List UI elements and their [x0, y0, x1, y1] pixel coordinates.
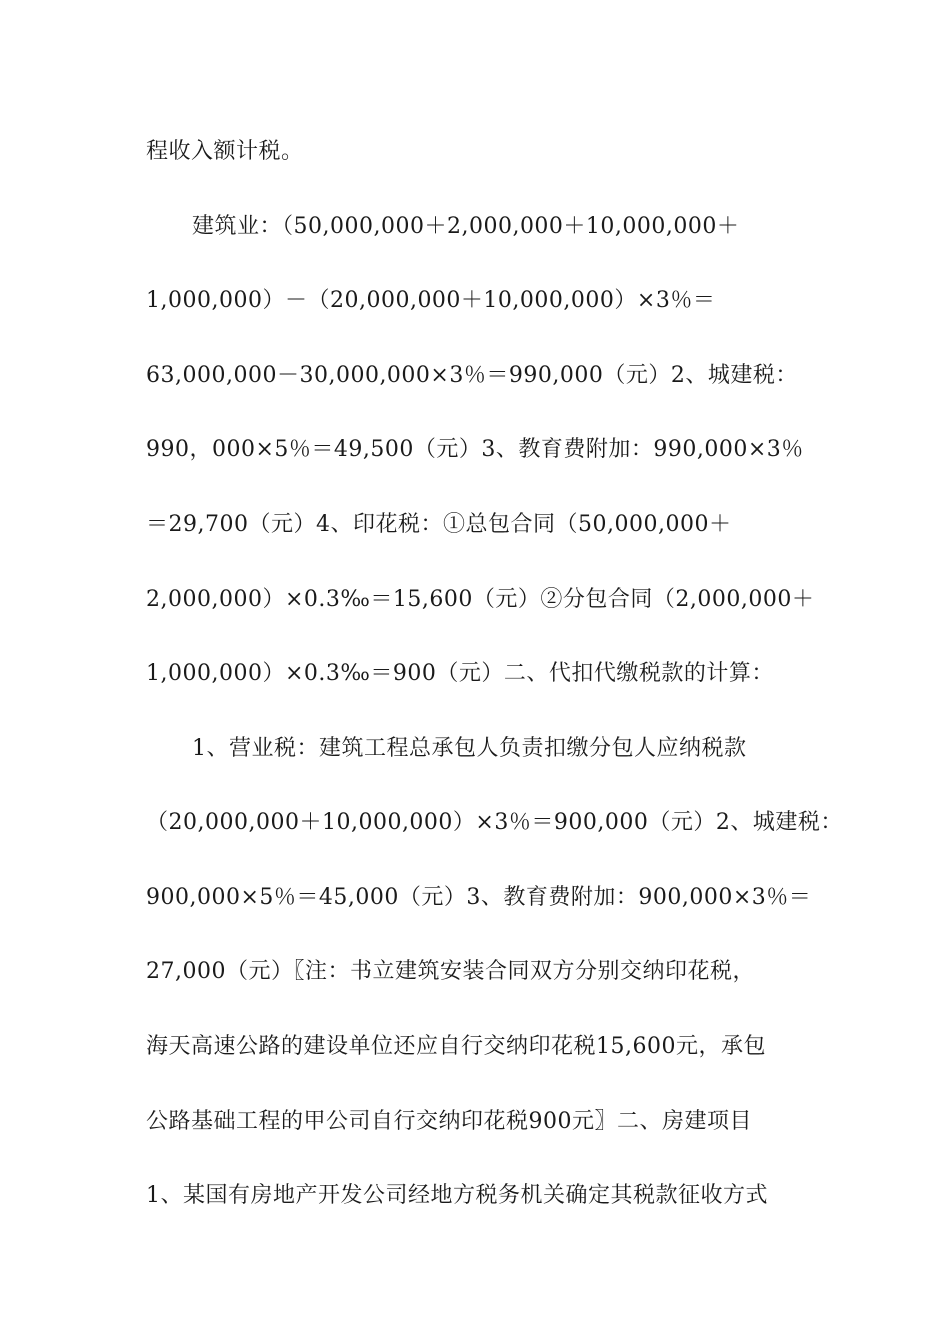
text-line: 1,000,000）－（20,000,000＋10,000,000）×3％＝	[146, 288, 716, 313]
text-line: 1、某国有房地产开发公司经地方税务机关确定其税款征收方式	[146, 1183, 768, 1208]
text-line: 63,000,000－30,000,000×3％＝990,000（元）2、城建税：	[146, 363, 798, 388]
text-line: ＝29,700（元）4、印花税：①总包合同（50,000,000＋	[146, 512, 732, 537]
text-line: 990，000×5％＝49,500（元）3、教育费附加：990,000×3％	[146, 437, 804, 462]
text-line: 建筑业：（50,000,000＋2,000,000＋10,000,000＋	[192, 214, 740, 239]
text-line: （20,000,000＋10,000,000）×3％＝900,000（元）2、城建税：	[146, 810, 843, 835]
text-line: 900,000×5％＝45,000（元）3、教育费附加：900,000×3％＝	[146, 885, 812, 910]
text-line: 海天高速公路的建设单位还应自行交纳印花税15,600元，承包	[146, 1034, 766, 1059]
text-line: 程收入额计税。	[146, 139, 304, 164]
text-line: 1,000,000）×0.3‰＝900（元）二、代扣代缴税款的计算：	[146, 661, 774, 686]
text-line: 1、营业税：建筑工程总承包人负责扣缴分包人应纳税款	[192, 736, 747, 761]
text-line: 公路基础工程的甲公司自行交纳印花税900元〗二、房建项目	[146, 1109, 752, 1134]
text-line: 27,000（元）〖注：书立建筑安装合同双方分别交纳印花税，	[146, 959, 755, 984]
text-line: 2,000,000）×0.3‰＝15,600（元）②分包合同（2,000,000＋	[146, 587, 815, 612]
